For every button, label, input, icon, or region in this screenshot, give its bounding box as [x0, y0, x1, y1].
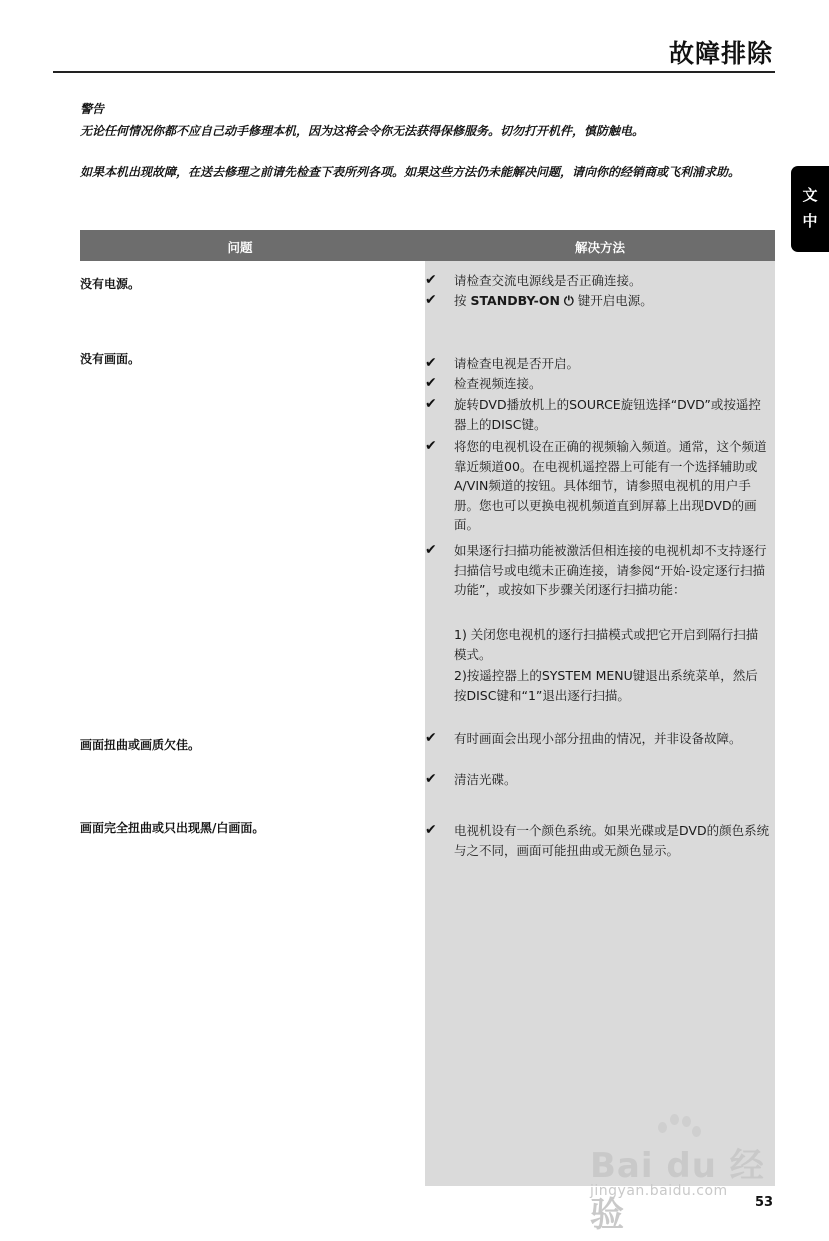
- solution-text: 电视机设有一个颜色系统。如果光碟或是DVD的颜色系统与之不同，画面可能扭曲或无颜色显示。: [454, 823, 770, 858]
- solution-text: 2)按遥控器上的SYSTEM MENU键退出系统菜单，然后按DISC键和“1”退出逐行扫描。: [454, 668, 758, 703]
- solution-text: 如果逐行扫描功能被激活但相连接的电视机却不支持逐行扫描信号或电缆未正确连接，请参阅“开始-设定逐行扫描功能”，或按如下步骤关闭逐行扫描功能：: [454, 543, 767, 598]
- solution-suffix: 键开启电源。: [577, 293, 653, 308]
- solution-item: [425, 729, 770, 749]
- solution-text: 请检查交流电源线是否正确连接。: [454, 273, 642, 288]
- title-divider: [53, 71, 775, 73]
- solution-item: [425, 770, 770, 790]
- column-header-solution: 解决方法: [574, 240, 625, 255]
- solution-text: 旋转DVD播放机上的SOURCE旋钮选择“DVD”或按遥控器上的DISC键。: [454, 397, 761, 432]
- solution-text: [454, 291, 770, 311]
- solution-text: 请检查电视是否开启。: [454, 356, 580, 371]
- intro-text: 如果本机出现故障，在送去修理之前请先检查下表所列各项。如果这些方法仍未能解决问题，请向你的经销商或飞利浦求助。: [80, 165, 741, 179]
- check-icon: ✔: [425, 542, 437, 558]
- problem-black-white-picture: 画面完全扭曲或只出现黑/白画面。: [80, 821, 265, 835]
- problem-distorted-picture: 画面扭曲或画质欠佳。: [80, 738, 201, 752]
- solution-item: [425, 821, 770, 860]
- watermark-text: Bai du 经验: [590, 1146, 765, 1235]
- language-tab: [791, 166, 829, 252]
- check-icon: ✔: [425, 396, 437, 412]
- warning-heading: 警告: [80, 102, 105, 116]
- solution-item: [425, 437, 770, 535]
- language-tab-char-2: 中: [802, 212, 818, 230]
- solution-item: [425, 374, 770, 394]
- check-icon: ✔: [425, 438, 437, 454]
- watermark-url: jingyan.baidu.com: [590, 1183, 728, 1199]
- solution-text: 检查视频连接。: [454, 376, 542, 391]
- problem-no-picture: 没有画面。: [80, 352, 141, 366]
- solution-text: 将您的电视机设在正确的视频输入频道。通常，这个频道靠近频道00。在电视机遥控器上可能有一个选择辅助或A/VIN频道的按钮。具体细节，请参照电视机的用户手册。您也可以更换电视机频道直到屏幕上出现DVD的画面。: [454, 439, 767, 533]
- check-icon: ✔: [425, 822, 437, 838]
- column-header-problem: 问题: [227, 240, 253, 255]
- language-tab-char-1: 文: [802, 186, 818, 204]
- solution-item: [425, 354, 770, 374]
- check-icon: ✔: [425, 355, 437, 371]
- solution-item: [425, 271, 770, 291]
- solution-text: 1) 关闭您电视机的逐行扫描模式或把它开启到隔行扫描模式。: [454, 627, 759, 662]
- problem-no-power: 没有电源。: [80, 277, 141, 291]
- solution-sub-item: [425, 625, 770, 664]
- solution-item: [425, 291, 770, 311]
- check-icon: ✔: [425, 730, 437, 746]
- standby-key-label: STANDBY-ON: [470, 293, 560, 308]
- check-icon: ✔: [425, 375, 437, 391]
- solution-prefix: 按: [454, 293, 467, 308]
- solution-item: [425, 395, 770, 434]
- page-title: 故障排除: [668, 39, 773, 68]
- table-header: [80, 230, 775, 261]
- solution-sub-item: [425, 666, 770, 705]
- power-icon: ⏻: [563, 293, 574, 308]
- check-icon: ✔: [425, 292, 437, 308]
- solution-text: 清洁光碟。: [454, 772, 517, 787]
- solution-item: [425, 541, 770, 600]
- check-icon: ✔: [425, 771, 437, 787]
- solution-text: 有时画面会出现小部分扭曲的情况，并非设备故障。: [454, 731, 742, 746]
- check-icon: ✔: [425, 272, 437, 288]
- page-number: 53: [755, 1195, 774, 1210]
- warning-text: 无论任何情况你都不应自己动手修理本机，因为这将会令你无法获得保修服务。切勿打开机件，慎防触电。: [80, 124, 645, 138]
